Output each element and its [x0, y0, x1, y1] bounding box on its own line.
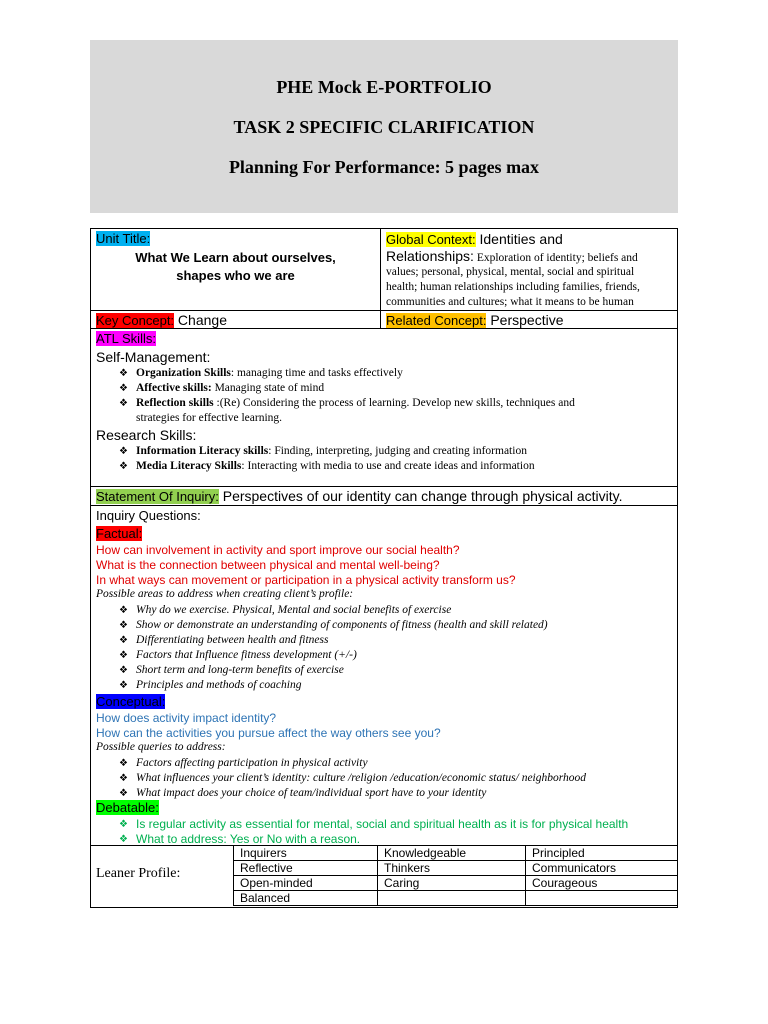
diamond-bullet-icon: ❖: [119, 819, 128, 830]
research-skills-list: [91, 444, 677, 474]
global-context-desc2: values; personal, physical, mental, social and spiritual: [386, 266, 635, 278]
table-cell: Thinkers: [378, 861, 526, 876]
table-row: [234, 876, 678, 891]
possible-queries-label: Possible queries to address:: [96, 741, 226, 753]
table-cell: Courageous: [526, 876, 678, 891]
table-cell: Principled: [526, 846, 678, 861]
related-concept-label: Related Concept:: [386, 313, 487, 328]
list-item: ❖ Show or demonstrate an understanding of components of fitness (health and skill related): [119, 619, 548, 631]
diamond-bullet-icon: ❖: [119, 383, 128, 394]
factual-question: How can involvement in activity and sport improve our social health?: [96, 543, 460, 557]
table-cell: Communicators: [526, 861, 678, 876]
global-context-label: Global Context:: [386, 232, 476, 247]
key-concept-label: Key Concept:: [96, 313, 175, 328]
factual-question: In what ways can movement or participation in a physical activity transform us?: [96, 573, 516, 587]
list-item: ❖ Information Literacy skills: Finding, interpreting, judging and creating information: [119, 445, 527, 457]
conceptual-question: How does activity impact identity?: [96, 711, 277, 725]
table-cell: Inquirers: [234, 846, 378, 861]
unit-title-line1: What We Learn about ourselves,: [135, 250, 336, 265]
list-item: ❖ What influences your client’s identity: culture /religion /education/economic status/ neighborhood: [119, 772, 587, 784]
list-item: ❖ Media Literacy Skills: Interacting with media to use and create ideas and information: [119, 460, 535, 472]
key-concept-value: Change: [174, 312, 227, 328]
table-cell: Open-minded: [234, 876, 378, 891]
inquiry-questions-cell: [90, 505, 678, 846]
list-item: ❖ Principles and methods of coaching: [119, 679, 302, 691]
related-concept-value: Perspective: [486, 312, 564, 328]
task-title: TASK 2 SPECIFIC CLARIFICATION: [233, 117, 535, 137]
inquiry-questions-label: Inquiry Questions:: [96, 508, 201, 523]
diamond-bullet-icon: ❖: [119, 650, 128, 661]
diamond-bullet-icon: ❖: [119, 635, 128, 646]
possible-areas-label: Possible areas to address when creating client’s profile:: [96, 588, 354, 600]
diamond-bullet-icon: ❖: [119, 680, 128, 691]
table-cell: [378, 891, 526, 906]
global-context-desc3: health; human relationships including families, friends,: [386, 281, 640, 293]
table-row: [234, 891, 678, 906]
table-cell: Balanced: [234, 891, 378, 906]
statement-of-inquiry-cell: [90, 486, 678, 506]
list-item: ❖ Why do we exercise. Physical, Mental and social benefits of exercise: [119, 604, 452, 616]
portfolio-title: PHE Mock E-PORTFOLIO: [276, 77, 492, 97]
unit-title-label: Unit Title:: [96, 231, 151, 246]
global-context-value: Identities and: [475, 231, 563, 247]
diamond-bullet-icon: ❖: [119, 620, 128, 631]
planning-title: Planning For Performance: 5 pages max: [228, 157, 540, 177]
table-cell: Reflective: [234, 861, 378, 876]
key-concept-cell: [90, 310, 381, 329]
statement-of-inquiry-value: Perspectives of our identity can change through physical activity.: [218, 488, 623, 504]
diamond-bullet-icon: ❖: [119, 834, 128, 845]
list-item: ❖ Organization Skills: managing time and tasks effectively: [119, 367, 403, 379]
list-item: ❖ What impact does your choice of team/individual sport have to your identity: [119, 787, 487, 799]
global-context-desc4: communities and cultures; what it means to be human: [386, 296, 634, 308]
diamond-bullet-icon: ❖: [119, 773, 128, 784]
possible-queries-list: [91, 756, 677, 801]
factual-question: What is the connection between physical and mental well-being?: [96, 558, 440, 572]
diamond-bullet-icon: ❖: [119, 788, 128, 799]
diamond-bullet-icon: ❖: [119, 665, 128, 676]
table-cell: Caring: [378, 876, 526, 891]
diamond-bullet-icon: ❖: [119, 368, 128, 379]
list-item: ❖ Affective skills: Managing state of mind: [119, 382, 325, 394]
unit-title-cell: [90, 228, 381, 311]
learner-profile-table: [233, 845, 678, 906]
debatable-list: [91, 817, 677, 846]
learner-profile-label: Leaner Profile:: [96, 866, 181, 881]
global-context-cell: [380, 228, 678, 311]
list-item: ❖ Reflection skills :(Re) Considering the process of learning. Develop new skills, techniques and: [119, 397, 575, 409]
self-management-label: Self-Management:: [96, 349, 211, 365]
document-header: [90, 40, 678, 213]
atl-skills-label: ATL Skills:: [96, 331, 156, 346]
list-item: ❖ Is regular activity as essential for mental, social and spiritual health as it is for physical health: [119, 817, 629, 831]
list-item: ❖ Factors that Influence fitness development (+/-): [119, 649, 357, 661]
table-cell: [526, 891, 678, 906]
list-item: ❖ Short term and long-term benefits of exercise: [119, 664, 344, 676]
factual-label: Factual:: [96, 526, 143, 541]
global-context-desc1: Exploration of identity; beliefs and: [473, 252, 638, 264]
debatable-label: Debatable:: [96, 800, 159, 815]
list-item: ❖ What to address: Yes or No with a reason.: [119, 832, 361, 846]
self-management-list: [91, 366, 677, 426]
table-cell: Knowledgeable: [378, 846, 526, 861]
global-context-value2: Relationships:: [386, 248, 474, 264]
conceptual-label: Conceptual:: [96, 694, 166, 709]
conceptual-question: How can the activities you pursue affect the way others see you?: [96, 726, 441, 740]
factual-questions: [96, 543, 516, 588]
table-row: [234, 861, 678, 876]
conceptual-questions: [96, 711, 441, 741]
diamond-bullet-icon: ❖: [119, 605, 128, 616]
diamond-bullet-icon: ❖: [119, 758, 128, 769]
related-concept-cell: [380, 310, 678, 329]
list-item: ❖ Factors affecting participation in physical activity: [119, 757, 368, 769]
possible-areas-list: [91, 603, 677, 693]
diamond-bullet-icon: ❖: [119, 446, 128, 457]
table-row: [234, 846, 678, 861]
statement-of-inquiry-label: Statement Of Inquiry:: [96, 489, 219, 504]
list-item: ❖ Differentiating between health and fitness: [119, 634, 329, 646]
atl-skills-cell: [90, 328, 678, 487]
diamond-bullet-icon: ❖: [119, 398, 128, 409]
unit-title-line2: shapes who we are: [176, 268, 295, 283]
diamond-bullet-icon: ❖: [119, 461, 128, 472]
list-item-continuation: strategies for effective learning.: [136, 412, 283, 424]
research-skills-label: Research Skills:: [96, 427, 197, 443]
